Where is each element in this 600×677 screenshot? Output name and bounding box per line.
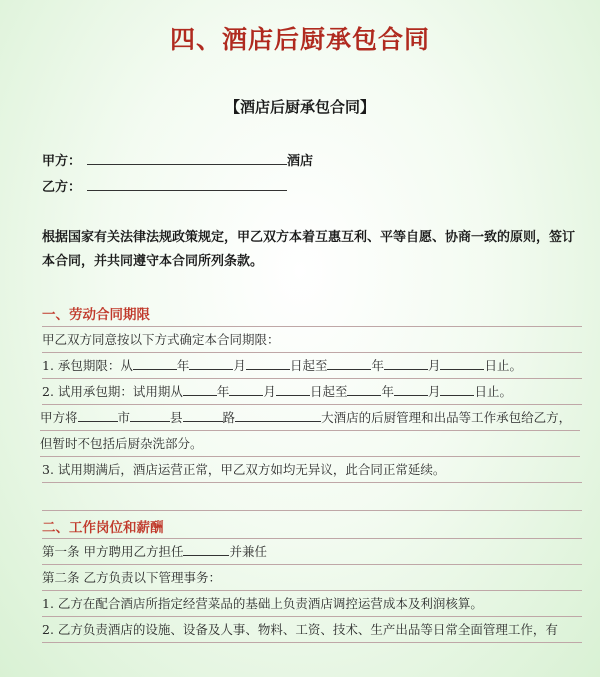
term-start-year-blank[interactable] bbox=[133, 355, 177, 370]
trial-end-day-blank[interactable] bbox=[440, 381, 474, 396]
party-a-label: 甲方： bbox=[42, 154, 82, 169]
section1-line-location bbox=[40, 406, 580, 431]
document-title: 四、酒店后厨承包合同 bbox=[169, 25, 430, 54]
divider bbox=[42, 326, 582, 327]
divider bbox=[42, 510, 582, 511]
section1-line-renewal: 3. 试用期满后，酒店运营正常，甲乙双方如均无异议，此合同正常延续。 bbox=[42, 458, 582, 483]
year-label: 年 bbox=[176, 358, 190, 373]
trial-start-year-blank[interactable] bbox=[183, 381, 217, 396]
party-a-line bbox=[42, 150, 313, 169]
position-label: 第一条 甲方聘用乙方担任 bbox=[42, 544, 184, 559]
section2-line-position bbox=[42, 540, 582, 565]
term-end-month-blank[interactable] bbox=[384, 355, 428, 370]
city-blank[interactable] bbox=[78, 407, 118, 422]
trial-start-day-blank[interactable] bbox=[276, 381, 310, 396]
city-label: 市 bbox=[117, 410, 131, 425]
concurrent-label: 并兼任 bbox=[229, 544, 267, 559]
year-label: 年 bbox=[371, 358, 384, 373]
county-blank[interactable] bbox=[130, 407, 170, 422]
section2-line-management: 2. 乙方负责酒店的设施、设备及人事、物料、工资、技术、生产出品等日常全面管理工作，有 bbox=[42, 618, 582, 643]
month-label: 月 bbox=[427, 358, 441, 373]
trial-end-year-blank[interactable] bbox=[347, 381, 381, 396]
trial-label: 2. 试用承包期：试用期从 bbox=[42, 384, 183, 399]
from-to-label: 日起至 bbox=[289, 358, 328, 373]
divider bbox=[42, 538, 582, 539]
party-b-line bbox=[42, 176, 287, 195]
end-label: 日止。 bbox=[474, 384, 512, 399]
section1-line-1: 甲乙双方同意按以下方式确定本合同期限： bbox=[42, 328, 582, 353]
year-label: 年 bbox=[381, 384, 394, 399]
section1-line-exclusion: 但暂时不包括后厨杂洗部分。 bbox=[40, 432, 580, 457]
term-end-day-blank[interactable] bbox=[440, 355, 484, 370]
section1-line-trial bbox=[42, 380, 582, 405]
month-label: 月 bbox=[263, 384, 276, 399]
term-start-day-blank[interactable] bbox=[246, 355, 290, 370]
section2-line-cost: 1. 乙方在配合酒店所指定经营菜品的基础上负责酒店调控运营成本及利润核算。 bbox=[42, 592, 582, 617]
section2-heading: 二、工作岗位和薪酬 bbox=[42, 520, 164, 536]
party-b-label: 乙方： bbox=[42, 180, 82, 195]
section2-line-duties: 第二条 乙方负责以下管理事务： bbox=[42, 566, 582, 591]
party-a-assign-label: 甲方将 bbox=[40, 410, 78, 425]
section1-heading: 一、劳动合同期限 bbox=[42, 307, 150, 323]
section1-line-term bbox=[42, 354, 582, 379]
county-label: 县 bbox=[170, 410, 183, 425]
party-b-blank[interactable] bbox=[87, 178, 287, 191]
term-label: 1. 承包期限：从 bbox=[42, 358, 133, 373]
road-blank[interactable] bbox=[183, 407, 223, 422]
road-label: 路 bbox=[222, 410, 236, 425]
month-label: 月 bbox=[233, 358, 246, 373]
from-to-label: 日起至 bbox=[309, 384, 348, 399]
trial-start-month-blank[interactable] bbox=[229, 381, 263, 396]
term-end-year-blank[interactable] bbox=[327, 355, 371, 370]
intro-paragraph: 根据国家有关法律法规政策规定，甲乙双方本着互惠互利、平等自愿、协商一致的原则，签订本合同，并共同遵守本合同所列条款。 bbox=[42, 230, 576, 269]
assign-description: 大酒店的后厨管理和出品等工作承包给乙方， bbox=[321, 410, 572, 425]
position-blank[interactable] bbox=[183, 541, 229, 556]
trial-end-month-blank[interactable] bbox=[394, 381, 428, 396]
year-label: 年 bbox=[216, 384, 230, 399]
term-start-month-blank[interactable] bbox=[189, 355, 233, 370]
hotel-name-blank[interactable] bbox=[235, 407, 321, 422]
document-subtitle: 【酒店后厨承包合同】 bbox=[224, 98, 375, 116]
month-label: 月 bbox=[427, 384, 441, 399]
end-label: 日止。 bbox=[484, 358, 522, 373]
party-a-blank[interactable] bbox=[87, 152, 287, 165]
party-a-suffix: 酒店 bbox=[287, 154, 314, 169]
